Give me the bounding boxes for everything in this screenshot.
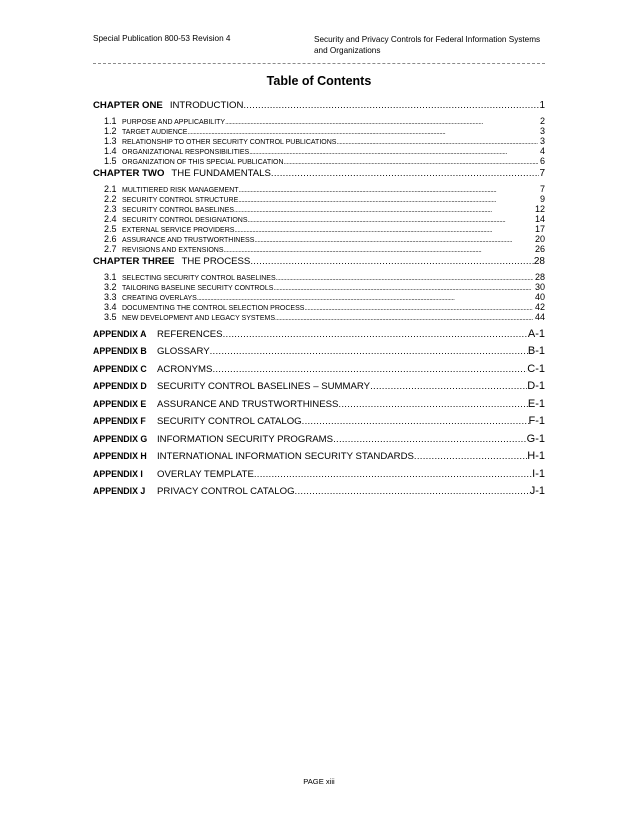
toc-chapter-two[interactable] [93, 168, 545, 184]
toc-appendix-a[interactable] [93, 328, 545, 344]
appendix-page: C-1 [527, 362, 545, 375]
appendix-title: SECURITY CONTROL BASELINES – SUMMARY [157, 381, 371, 392]
section-page: 26 [534, 244, 545, 254]
section-page: 7 [539, 184, 545, 194]
toc-section-3-2[interactable] [93, 282, 545, 292]
chapter-page: 7 [539, 168, 545, 179]
page-title: Table of Contents [266, 74, 372, 88]
section-number: 1.5 [104, 156, 117, 166]
toc-section-2-2[interactable] [93, 194, 545, 204]
appendix-code: APPENDIX J [93, 486, 146, 496]
toc-appendix-h[interactable] [93, 450, 545, 466]
toc-section-1-1[interactable] [93, 116, 545, 126]
appendix-title: ASSURANCE AND TRUSTWORTHINESS [157, 398, 339, 410]
section-page: 12 [534, 204, 545, 214]
appendix-code: APPENDIX G [93, 433, 148, 444]
appendix-page: E-1 [527, 397, 545, 410]
toc-appendix-c[interactable] [93, 363, 545, 379]
section-number: 1.4 [104, 146, 117, 156]
section-title: EXTERNAL SERVICE PROVIDERS [122, 227, 235, 234]
dot-leader [234, 207, 533, 214]
running-header-right: Security and Privacy Controls for Federal Information Systems and Organizations [314, 35, 541, 55]
table-of-contents [93, 98, 545, 501]
appendix-code: APPENDIX A [93, 328, 147, 339]
dot-leader [295, 486, 530, 497]
section-number: 3.5 [104, 312, 117, 322]
toc-section-3-4[interactable] [93, 302, 545, 312]
appendix-page: B-1 [527, 345, 545, 357]
toc-section-2-6[interactable] [93, 234, 545, 244]
section-page: 2 [539, 116, 545, 126]
dot-leader [275, 315, 533, 322]
section-number: 3.1 [104, 272, 117, 282]
toc-section-2-3[interactable] [93, 204, 545, 214]
chapter-label: CHAPTER ONE [93, 100, 163, 111]
section-title: PURPOSE AND APPLICABILITY [122, 119, 226, 126]
section-title: SECURITY CONTROL BASELINES [122, 207, 235, 214]
page-number-footer: PAGE xiii [303, 777, 335, 786]
section-number: 3.3 [104, 292, 117, 302]
appendix-title: OVERLAY TEMPLATE [157, 468, 254, 480]
toc-appendix-f[interactable] [93, 415, 545, 431]
chapter-title: INTRODUCTION [169, 100, 244, 111]
toc-section-2-7[interactable] [93, 244, 545, 254]
section-title: TARGET AUDIENCE [122, 129, 188, 136]
section-number: 1.1 [104, 116, 117, 126]
dot-leader [370, 381, 527, 392]
dot-leader [250, 256, 534, 267]
section-title: TAILORING BASELINE SECURITY CONTROLS [122, 285, 274, 292]
appendix-page: H-1 [527, 450, 545, 462]
section-page: 42 [534, 302, 545, 312]
section-number: 2.1 [104, 184, 117, 194]
section-title: REVISIONS AND EXTENSIONS [122, 247, 224, 254]
dot-leader [273, 285, 533, 292]
dot-leader [225, 119, 538, 126]
section-title: MULTITIERED RISK MANAGEMENT [122, 187, 239, 194]
appendix-page: J-1 [529, 485, 545, 497]
toc-section-2-5[interactable] [93, 224, 545, 234]
dot-leader [239, 187, 538, 194]
appendix-title: REFERENCES [157, 328, 223, 340]
appendix-code: APPENDIX I [93, 468, 143, 479]
section-number: 2.4 [104, 214, 117, 224]
section-number: 2.2 [104, 194, 117, 204]
appendix-title: ACRONYMS [157, 363, 213, 375]
section-title: SECURITY CONTROL STRUCTURE [122, 197, 239, 204]
appendix-code: APPENDIX F [93, 416, 146, 426]
appendix-code: APPENDIX H [93, 451, 147, 461]
toc-appendix-d[interactable] [93, 380, 545, 396]
dot-leader [302, 416, 529, 427]
section-page: 40 [534, 292, 545, 302]
section-number: 2.5 [104, 224, 117, 234]
section-number: 1.2 [104, 126, 117, 136]
chapter-page: 28 [533, 256, 545, 267]
header-divider [93, 63, 545, 64]
appendix-page: I-1 [532, 467, 545, 480]
appendix-title: PRIVACY CONTROL CATALOG [157, 486, 295, 497]
dot-leader [249, 149, 538, 156]
chapter-title: THE FUNDAMENTALS [171, 168, 271, 179]
section-title: ORGANIZATIONAL RESPONSIBILITIES [122, 149, 250, 156]
toc-section-2-4[interactable] [93, 214, 545, 224]
appendix-code: APPENDIX C [93, 363, 147, 374]
section-number: 3.4 [104, 302, 117, 312]
dot-leader [187, 129, 538, 136]
toc-chapter-three[interactable] [93, 256, 545, 272]
appendix-code: APPENDIX B [93, 346, 147, 356]
dot-leader [212, 364, 527, 375]
appendix-page: F-1 [528, 415, 545, 427]
toc-appendix-b[interactable] [93, 345, 545, 361]
dot-leader [414, 451, 527, 462]
toc-appendix-e[interactable] [93, 398, 545, 414]
appendix-code: APPENDIX E [93, 398, 147, 409]
dot-leader [271, 168, 540, 179]
dot-leader [224, 247, 533, 254]
toc-section-2-1[interactable] [93, 184, 545, 194]
section-title: NEW DEVELOPMENT AND LEGACY SYSTEMS [122, 315, 276, 322]
dot-leader [243, 100, 539, 111]
dot-leader [276, 275, 533, 282]
appendix-page: G-1 [526, 432, 545, 445]
section-title: DOCUMENTING THE CONTROL SELECTION PROCESS [122, 305, 305, 312]
toc-appendix-i[interactable] [93, 468, 545, 484]
dot-leader [254, 237, 533, 244]
chapter-label: CHAPTER TWO [93, 168, 165, 179]
section-page: 28 [534, 272, 545, 282]
section-title: CREATING OVERLAYS [122, 295, 197, 302]
section-page: 14 [534, 214, 545, 224]
chapter-label: CHAPTER THREE [93, 256, 175, 267]
appendix-page: D-1 [527, 380, 545, 392]
section-number: 2.3 [104, 204, 117, 214]
toc-section-1-4[interactable] [93, 146, 545, 156]
appendix-page: A-1 [527, 327, 545, 340]
section-page: 6 [539, 156, 545, 166]
toc-section-3-3[interactable] [93, 292, 545, 302]
toc-section-1-5[interactable] [93, 156, 545, 166]
section-title: RELATIONSHIP TO OTHER SECURITY CONTROL PUBLICATIONS [122, 139, 337, 146]
section-title: ORGANIZATION OF THIS SPECIAL PUBLICATION [122, 159, 284, 166]
dot-leader [304, 305, 533, 312]
appendix-title: GLOSSARY [157, 346, 210, 357]
section-title: SECURITY CONTROL DESIGNATIONS [122, 217, 248, 224]
dot-leader [223, 329, 528, 340]
appendix-title: INFORMATION SECURITY PROGRAMS [157, 433, 334, 445]
dot-leader [210, 346, 528, 357]
section-page: 44 [534, 312, 545, 322]
toc-appendix-j[interactable] [93, 485, 545, 501]
toc-chapter-one[interactable] [93, 100, 545, 116]
dot-leader [248, 217, 533, 224]
section-page: 3 [539, 126, 545, 136]
appendix-title: INTERNATIONAL INFORMATION SECURITY STANDARDS [157, 451, 414, 462]
dot-leader [284, 159, 538, 166]
section-page: 3 [539, 136, 545, 146]
section-page: 30 [534, 282, 545, 292]
section-page: 9 [539, 194, 545, 204]
section-number: 2.7 [104, 244, 117, 254]
toc-section-3-5[interactable] [93, 312, 545, 322]
dot-leader [336, 139, 538, 146]
dot-leader [254, 469, 532, 480]
dot-leader [234, 227, 533, 234]
toc-appendix-g[interactable] [93, 433, 545, 449]
dot-leader [338, 399, 527, 410]
section-title: SELECTING SECURITY CONTROL BASELINES [122, 275, 276, 282]
section-number: 1.3 [104, 136, 117, 146]
dot-leader [238, 197, 538, 204]
section-number: 2.6 [104, 234, 117, 244]
toc-section-3-1[interactable] [93, 272, 545, 282]
chapter-title: THE PROCESS [181, 256, 251, 267]
appendix-code: APPENDIX D [93, 381, 147, 391]
dot-leader [333, 434, 527, 445]
section-page: 17 [534, 224, 545, 234]
dot-leader [197, 295, 533, 302]
section-page: 20 [534, 234, 545, 244]
section-number: 3.2 [104, 282, 117, 292]
section-page: 4 [539, 146, 545, 156]
toc-section-1-3[interactable] [93, 136, 545, 146]
appendix-title: SECURITY CONTROL CATALOG [157, 416, 302, 427]
chapter-page: 1 [539, 100, 545, 111]
toc-section-1-2[interactable] [93, 126, 545, 136]
section-title: ASSURANCE AND TRUSTWORTHINESS [122, 237, 255, 244]
running-header-left: Special Publication 800-53 Revision 4 [93, 34, 231, 43]
